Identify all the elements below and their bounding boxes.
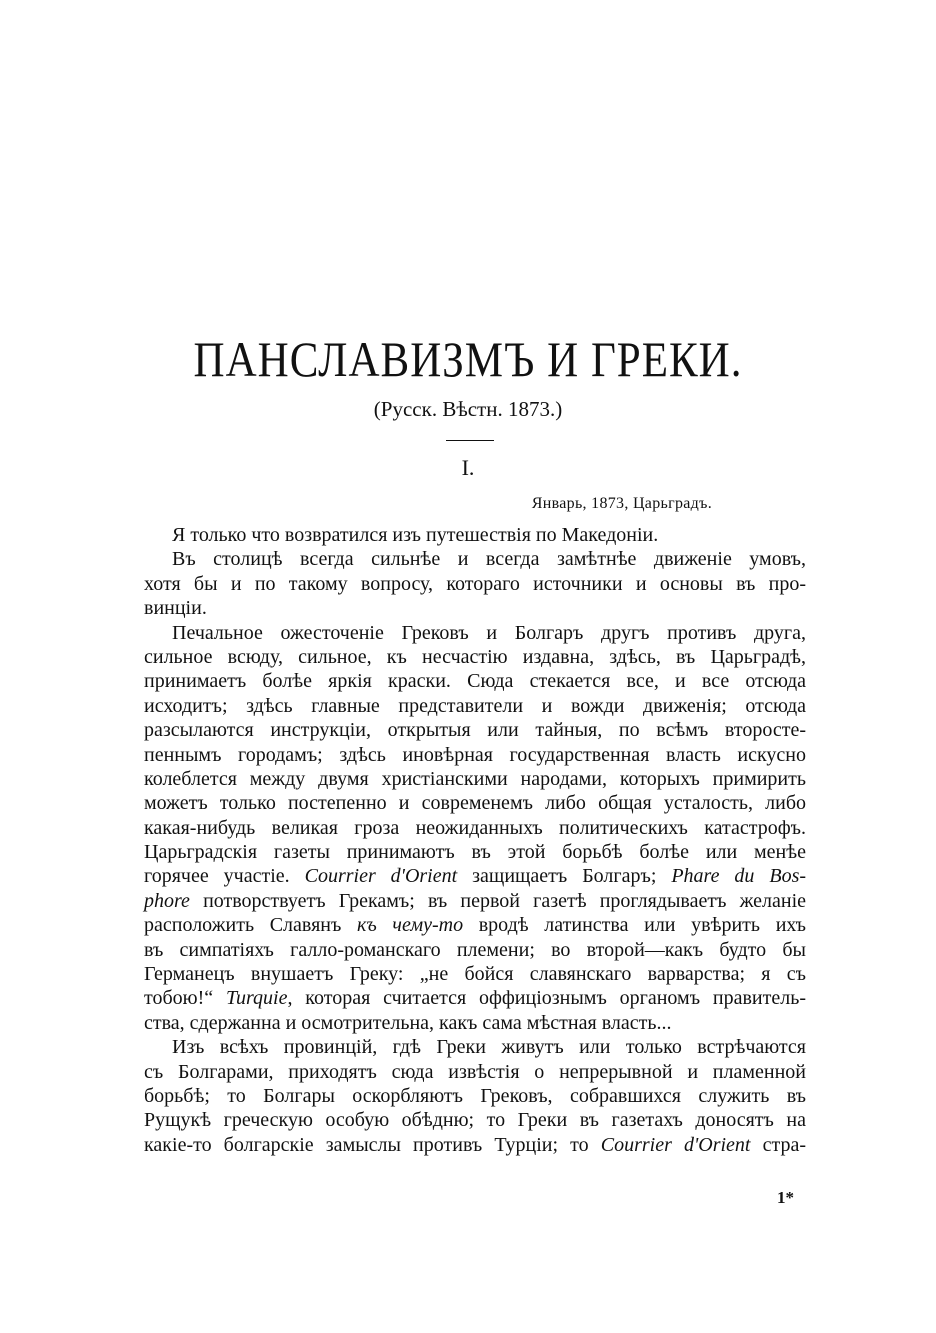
text-segment: защищаетъ Болгаръ; <box>457 865 672 888</box>
italic-text: Courrier d'Orient <box>304 865 458 888</box>
text-line <box>144 669 806 693</box>
text-line <box>144 1108 806 1132</box>
text-line <box>144 694 806 718</box>
text-segment: ства, сдержанна и осмотрительна, какъ сама мѣстная власть... <box>144 1011 672 1034</box>
text-line <box>144 840 806 864</box>
text-line <box>144 889 806 913</box>
text-segment: вродѣ латинства или увѣрить ихъ <box>463 914 806 937</box>
text-segment: съ Болгарами, приходятъ сюда извѣстія о непрерывной и пламенной <box>144 1060 806 1083</box>
text-line <box>144 1133 806 1157</box>
italic-text: phore <box>144 889 190 912</box>
text-line <box>144 791 806 815</box>
italic-text: къ чему-то <box>357 914 464 937</box>
text-segment: Рущукѣ греческую особую обѣдню; то Греки въ газетахъ доносятъ на <box>144 1109 806 1132</box>
text-line <box>144 1011 806 1035</box>
text-segment: потворствуетъ Грекамъ; въ первой газетѣ проглядываетъ желаніе <box>189 889 806 912</box>
text-line <box>144 864 806 888</box>
text-segment: Царьградскія газеты принимаютъ въ этой борьбѣ болѣе или менѣе <box>144 841 806 864</box>
text-segment: въ симпатіяхъ галло-романскаго племени; во второй—какъ будто бы <box>144 938 806 961</box>
text-line <box>144 645 806 669</box>
text-segment: исходитъ; здѣсь главные представители и вожди движенія; отсюда <box>144 694 806 717</box>
text-segment: горячее участіе. <box>144 865 305 888</box>
text-line <box>144 743 806 767</box>
text-segment: Германецъ внушаетъ Греку: „не бойся славянскаго варварства; я съ <box>144 963 806 986</box>
page-title: ПАНСЛАВИЗМЪ И ГРЕКИ. <box>193 333 743 388</box>
text-line <box>144 986 806 1010</box>
text-line <box>144 621 806 645</box>
text-segment: стра- <box>750 1133 807 1156</box>
text-line <box>144 547 806 571</box>
text-line <box>144 1060 806 1084</box>
text-segment: пеннымъ городамъ; здѣсь иновѣрная государственная власть искусно <box>144 743 806 766</box>
text-segment: сильное всюду, сильное, къ несчастію издавна, здѣсь, въ Царьградѣ, <box>144 645 806 668</box>
text-line <box>144 596 806 620</box>
dateline: Январь, 1873, Царьградъ. <box>531 495 712 512</box>
text-line <box>144 913 806 937</box>
text-segment: хотя бы и по такому вопросу, котораго источники и основы въ про- <box>144 572 806 595</box>
page-number: 1* <box>777 1188 794 1207</box>
text-segment: принимаетъ болѣе яркія краски. Сюда стекается все, и все отсюда <box>144 670 806 693</box>
text-segment: Печальное ожесточеніе Грековъ и Болгаръ другъ противъ друга, <box>172 621 806 644</box>
text-line <box>144 816 806 840</box>
text-line <box>144 523 806 547</box>
text-segment: можетъ только постепенно и современемъ либо общая усталость, либо <box>144 792 806 815</box>
text-segment: расположить Славянъ <box>144 914 358 937</box>
text-segment: Я только что возвратился изъ путешествія по Македоніи. <box>172 524 659 546</box>
text-segment: , которая считается оффиціознымъ органомъ правитель- <box>287 987 806 1010</box>
text-line <box>144 962 806 986</box>
text-line <box>144 938 806 962</box>
section-number: I. <box>461 455 475 480</box>
text-segment: какая-нибудь великая гроза неожиданныхъ политическихъ катастрофъ. <box>144 816 806 839</box>
text-segment: колеблется между двумя христіанскими народами, которыхъ примирить <box>144 767 806 790</box>
text-segment: Въ столицѣ всегда сильнѣе и всегда замѣтнѣе движеніе умовъ, <box>172 548 806 571</box>
text-line <box>144 1035 806 1059</box>
text-segment: какіе-то болгарскіе замыслы противъ Турціи; то <box>144 1133 601 1156</box>
text-segment: тобою!“ <box>144 987 226 1010</box>
text-segment: Изъ всѣхъ провинцій, гдѣ Греки живутъ или только встрѣчаются <box>172 1036 806 1059</box>
text-segment: винціи. <box>144 597 207 620</box>
text-line <box>144 1084 806 1108</box>
text-segment: разсылаются инструкціи, открытыя или тайныя, по всѣмъ второсте- <box>144 719 806 742</box>
title-divider <box>446 440 494 441</box>
text-line <box>144 572 806 596</box>
body-text <box>144 523 806 1157</box>
source-citation: (Русск. Вѣстн. 1873.) <box>373 397 563 421</box>
italic-text: Turquie <box>225 987 288 1010</box>
italic-text: Courrier d'Orient <box>600 1133 751 1156</box>
text-line <box>144 718 806 742</box>
text-line <box>144 767 806 791</box>
text-segment: борьбѣ; то Болгары оскорбляютъ Грековъ, собравшихся служить въ <box>144 1084 806 1107</box>
italic-text: Phare du Bos- <box>671 865 807 888</box>
